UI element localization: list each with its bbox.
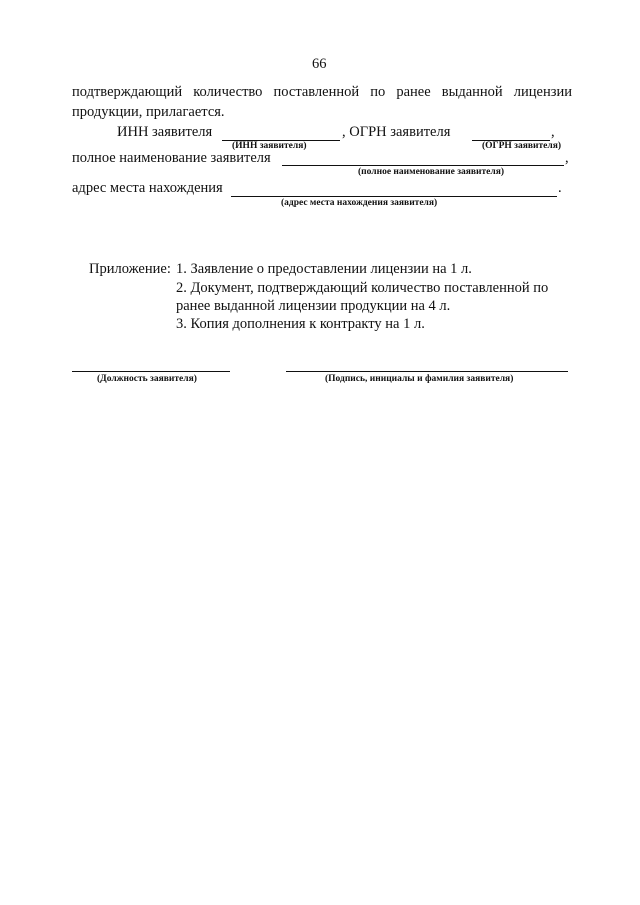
attachments-label: Приложение:	[89, 261, 171, 277]
intro-line-2: продукции, прилагается.	[72, 104, 225, 120]
address-hint: (адрес места нахождения заявителя)	[281, 198, 438, 208]
inn-hint: (ИНН заявителя)	[232, 141, 307, 151]
address-period: .	[558, 180, 562, 196]
attachment-item-2-line-1: 2. Документ, подтверждающий количество поставленной по	[176, 280, 549, 296]
position-hint: (Должность заявителя)	[97, 374, 197, 384]
attachment-item-1: 1. Заявление о предоставлении лицензии на 1 л.	[176, 261, 472, 277]
attachment-item-2-line-2: ранее выданной лицензии продукции на 4 л.	[176, 298, 451, 314]
attachment-item-3: 3. Копия дополнения к контракту на 1 л.	[176, 316, 425, 332]
inn-label: ИНН заявителя	[117, 124, 213, 140]
address-label: адрес места нахождения	[72, 180, 223, 196]
signature-hint: (Подпись, инициалы и фамилия заявителя)	[325, 374, 514, 384]
full-name-hint: (полное наименование заявителя)	[358, 167, 505, 177]
full-name-comma: ,	[565, 150, 569, 166]
position-blank-line	[72, 371, 230, 372]
full-name-label: полное наименование заявителя	[72, 150, 271, 166]
ogrn-label: , ОГРН заявителя	[342, 124, 451, 140]
intro-line-1: подтверждающий количество поставленной по ранее выданной лицензии	[72, 84, 572, 100]
address-blank-line	[231, 196, 557, 197]
full-name-blank-line	[282, 165, 564, 166]
page-number: 66	[312, 56, 327, 72]
ogrn-hint: (ОГРН заявителя)	[482, 141, 561, 151]
ogrn-comma: ,	[551, 124, 555, 140]
signature-blank-line	[286, 371, 568, 372]
